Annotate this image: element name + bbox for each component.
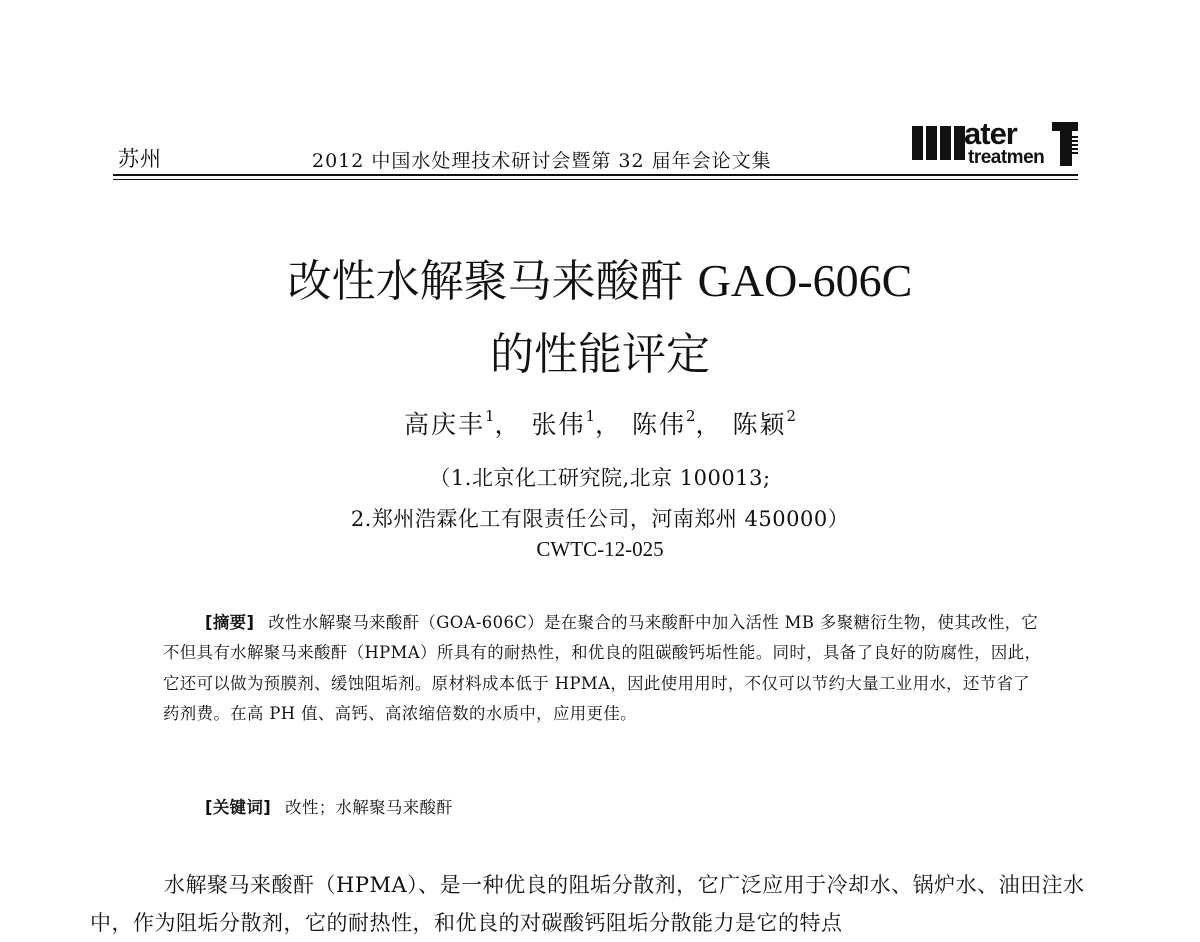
author-affiliation-mark: 2 xyxy=(786,407,797,425)
logo-bars-icon xyxy=(912,126,968,160)
author-affiliation-mark: 1 xyxy=(585,407,596,425)
author-list: 高庆丰$^1$， 张伟$^1$， 陈伟$^2$， 陈颖$^2$ xyxy=(403,407,797,439)
abstract-text: 改性水解聚马来酸酐（GOA-606C）是在聚合的马来酸酐中加入活性 MB 多聚糖衍生物，使其改性，它不但具有水解聚马来酸酐（HPMA）所具有的耐热性，和优良的阻碳酸钙垢性能。同时，具备了良好的防腐性，因此，它还可以做为预膜剂、缓蚀阻垢剂。原材料成本低于 HPMA，因此使用用时，不仅可以节约大量工业用水，还节省了药剂费。在高 PH 值、高钙、高浓缩倍数的水质中，应用更佳。 xyxy=(163,613,1042,724)
author-affiliation-mark: 2 xyxy=(685,407,696,425)
abstract-label: [摘要] xyxy=(205,613,255,632)
author-name: 高庆丰 xyxy=(403,410,485,439)
logo-text-bottom: treatmen xyxy=(968,147,1045,168)
abstract xyxy=(163,608,1043,730)
author-name: 张伟 xyxy=(531,410,586,439)
water-treatment-logo xyxy=(912,118,1078,170)
author-name: 陈颖 xyxy=(732,410,787,439)
affiliation-line-1: （1.北京化工研究院,北京 100013; xyxy=(429,466,771,490)
header-rule xyxy=(113,174,1078,176)
header-location: 苏州 xyxy=(118,147,162,171)
affiliation-line-2: 2.郑州浩霖化工有限责任公司，河南郑州 450000） xyxy=(350,507,850,531)
logo-t-mark-icon xyxy=(1052,122,1078,166)
keywords xyxy=(205,794,453,818)
header-conference: 2012 中国水处理技术研讨会暨第 32 届年会论文集 xyxy=(312,150,772,172)
logo-text-top: ater xyxy=(964,116,1017,151)
header-rule-thin xyxy=(113,179,1078,180)
paper-title-line1: 改性水解聚马来酸酐 GAO-606C xyxy=(287,255,913,307)
body-paragraph xyxy=(90,866,1090,942)
paper-code: CWTC-12-025 xyxy=(536,537,664,561)
paper-title-line2: 的性能评定 xyxy=(490,329,710,380)
body-text: 水解聚马来酸酐（HPMA）、是一种优良的阻垢分散剂，它广泛应用于冷却水、锅炉水、油田注水中，作为阻垢分散剂，它的耐热性，和优良的对碳酸钙阻垢分散能力是它的特点 xyxy=(90,873,1085,935)
author-affiliation-mark: 1 xyxy=(484,407,495,425)
keywords-label: [关键词] xyxy=(205,798,272,817)
keywords-text: 改性；水解聚马来酸酐 xyxy=(285,798,454,817)
author-name: 陈伟 xyxy=(631,410,686,439)
